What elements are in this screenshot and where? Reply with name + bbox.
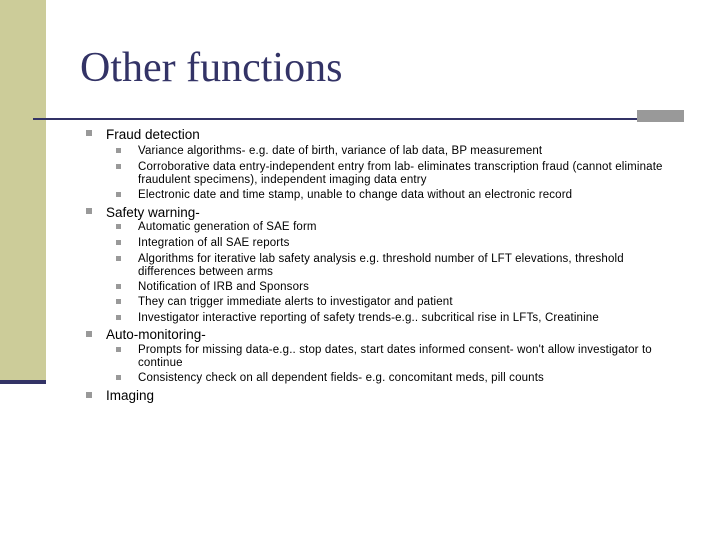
list-item: They can trigger immediate alerts to investigator and patient xyxy=(138,296,453,308)
sub-bullet-marker xyxy=(116,347,121,352)
list-item: Integration of all SAE reports xyxy=(138,237,290,249)
list-item: Consistency check on all dependent fields- e.g. concomitant meds, pill counts xyxy=(138,372,544,384)
sub-bullet-marker xyxy=(116,299,121,304)
sub-bullet-marker xyxy=(116,164,121,169)
section-heading-fraud-detection: Fraud detection xyxy=(106,127,200,142)
bullet-marker xyxy=(86,130,92,136)
sub-bullet-marker xyxy=(116,240,121,245)
section-heading-safety-warning: Safety warning- xyxy=(106,205,200,220)
sub-bullet-marker xyxy=(116,148,121,153)
sub-bullet-marker xyxy=(116,192,121,197)
slide-title: Other functions xyxy=(80,45,343,91)
sub-bullet-marker xyxy=(116,375,121,380)
list-item: Notification of IRB and Sponsors xyxy=(138,281,309,293)
section-heading-auto-monitoring: Auto-monitoring- xyxy=(106,327,206,342)
sub-bullet-marker xyxy=(116,224,121,229)
list-item: Corroborative data entry-independent entry from lab- eliminates transcription fraud (cannot eliminate fraudulent specimens), independent imaging data entry xyxy=(138,161,663,186)
section-heading-imaging: Imaging xyxy=(106,388,155,403)
list-item: Electronic date and time stamp, unable to change data without an electronic record xyxy=(138,189,573,201)
list-item: Variance algorithms- e.g. date of birth, variance of lab data, BP measurement xyxy=(138,145,543,157)
list-item: Prompts for missing data-e.g.. stop dates, start dates informed consent- won't allow investigator to continue xyxy=(138,344,652,369)
sub-bullet-marker xyxy=(116,315,121,320)
list-item: Automatic generation of SAE form xyxy=(138,221,317,233)
list-item: Algorithms for iterative lab safety analysis e.g. threshold number of LFT elevations, threshold differences between arms xyxy=(138,253,624,278)
bullet-marker xyxy=(86,331,92,337)
sub-bullet-marker xyxy=(116,256,121,261)
bullet-marker xyxy=(86,208,92,214)
bullet-marker xyxy=(86,392,92,398)
sub-bullet-marker xyxy=(116,284,121,289)
list-item: Investigator interactive reporting of safety trends-e.g.. subcritical rise in LFTs, Creatinine xyxy=(138,312,599,324)
